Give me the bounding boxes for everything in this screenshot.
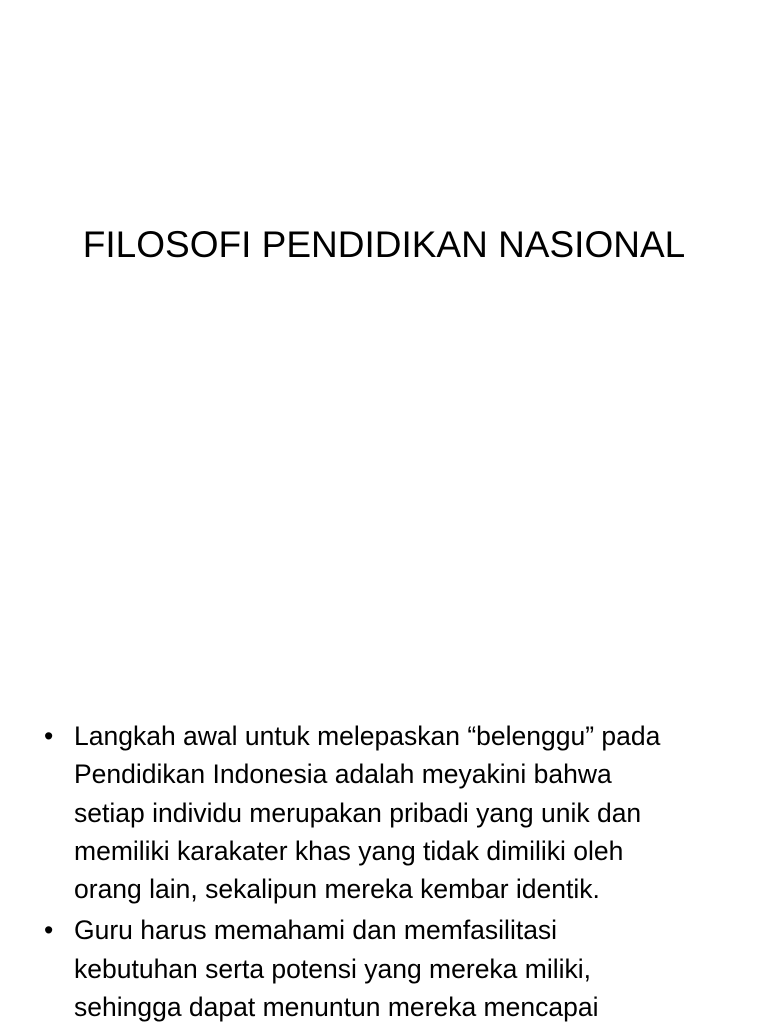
bullet-line: kebutuhan serta potensi yang mereka miliki, [74,953,592,984]
bullet-line: Pendidikan Indonesia adalah meyakini bahwa [74,759,612,790]
bullet-line: Guru harus memahami dan memfasilitasi [74,915,558,946]
bullet-list [44,717,734,1024]
bullet-item [44,717,734,908]
bullet-line: setiap individu merupakan pribadi yang unik dan [74,797,642,828]
slide-title: FILOSOFI PENDIDIKAN NASIONAL [82,224,686,265]
bullet-line: sehingga dapat menuntun mereka mencapai [74,992,599,1023]
bullet-line: Langkah awal untuk melepaskan “belenggu” pada [74,721,661,751]
bullet-text [74,915,598,1022]
bullet-text [74,721,660,904]
bullet-line: memiliki karakater khas yang tidak dimiliki oleh [74,835,624,866]
bullet-line: orang lain, sekalipun mereka kembar identik. [74,874,600,905]
bullet-icon: • [44,721,54,751]
bullet-item [44,911,734,1024]
bullet-icon: • [44,915,54,946]
